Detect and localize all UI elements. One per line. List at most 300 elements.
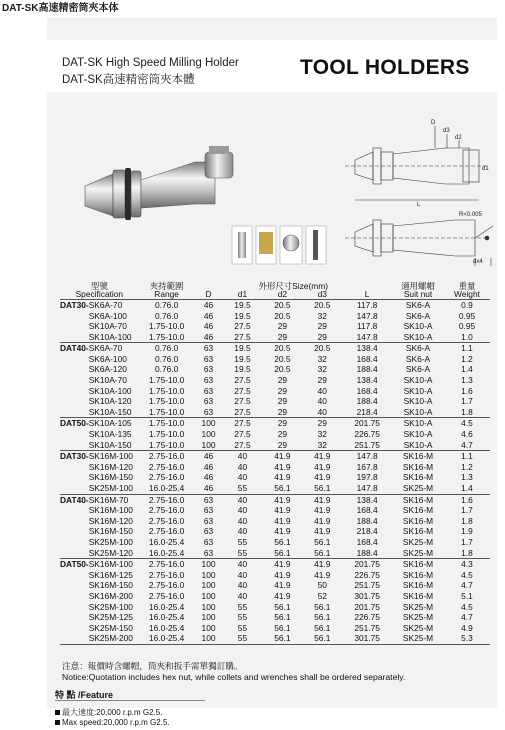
cell-series [60, 526, 89, 537]
cell-D: 100 [201, 580, 216, 591]
product-title-en: DAT-SK High Speed Milling Holder [62, 57, 239, 69]
cell-range: 2.75-16.0 [148, 515, 185, 526]
top-title: DAT-SK高速精密筒夾本体 [2, 3, 119, 14]
cell-series [60, 570, 89, 581]
cell-d1: 55 [237, 536, 248, 547]
cell-D: 100 [201, 622, 216, 633]
cell-d1: 27.5 [234, 385, 251, 396]
cell-range: 1.75-10.0 [148, 418, 185, 429]
cell-D: 63 [195, 547, 223, 558]
cell-series [60, 516, 89, 527]
cell-series: DAT50- [60, 418, 89, 429]
cell-series [60, 321, 89, 332]
label-d3: d3 [443, 128, 450, 134]
cell-spec: SK16M-70 [88, 494, 129, 505]
cell-range: 2.75-16.0 [148, 451, 185, 462]
table-row [60, 526, 490, 537]
cell-D: 46 [203, 451, 214, 462]
cell-series [60, 505, 89, 516]
cell-series [60, 580, 89, 591]
cell-weight: 4.7 [461, 580, 473, 591]
cell-D: 46 [195, 483, 223, 494]
cell-range: 2.75-16.0 [148, 569, 185, 580]
cell-spec: SK10A-120 [88, 396, 132, 407]
cell-series [60, 354, 89, 365]
cell-nut: SK10-A [403, 385, 433, 396]
cell-nut: SK25-M [402, 622, 434, 633]
cell-nut: SK16-M [402, 590, 434, 601]
cell-weight: 1.1 [461, 451, 473, 462]
cell-D: 100 [201, 601, 216, 612]
cell-nut: SK16-M [402, 494, 434, 505]
cell-weight: 1.8 [444, 547, 490, 558]
cell-d2: 41.9 [274, 461, 291, 472]
cell-D: 46 [203, 299, 214, 310]
cell-d3: 50 [317, 580, 327, 591]
cell-series [60, 633, 89, 644]
technical-drawing-bottom [345, 220, 493, 266]
cell-range: 16.0-25.4 [148, 536, 185, 547]
cell-d2: 41.9 [274, 559, 291, 570]
cell-series [60, 462, 89, 473]
cell-D: 100 [201, 559, 216, 570]
cell-d1: 40 [237, 515, 248, 526]
table-row [60, 570, 490, 581]
cell-series: DAT40- [60, 343, 89, 354]
cell-weight: 5.3 [444, 633, 490, 644]
cell-L: 226.75 [354, 569, 380, 580]
cell-d2: 29 [277, 429, 288, 440]
table-row [60, 559, 490, 570]
cell-weight: 1.3 [461, 472, 473, 483]
cell-D: 63 [203, 526, 214, 537]
header-range-en: Range [139, 290, 195, 299]
cell-d3: 56.1 [314, 612, 331, 623]
cell-spec: SK10A-100 [88, 385, 132, 396]
cell-d1: 40 [237, 559, 248, 570]
cell-L: 188.4 [356, 515, 378, 526]
label-L: L [417, 202, 421, 208]
notice-en: Notice:Quotation includes hex nut, while collets and wrenches shall be ordered separately. [62, 672, 406, 682]
cell-range: 0.76.0 [154, 343, 179, 354]
header-model-cn: 型號 [90, 281, 108, 291]
cell-D: 46 [203, 321, 214, 332]
cell-nut: SK16-M [402, 472, 434, 483]
cell-d3: 20.5 [314, 343, 331, 354]
cell-L: 168.4 [356, 505, 378, 516]
cell-range: 1.75-10.0 [148, 396, 185, 407]
table-row [60, 601, 490, 612]
cell-spec: SK10A-150 [89, 407, 139, 418]
cell-L: 138.4 [356, 343, 378, 354]
cell-d1: 27.5 [223, 440, 263, 451]
cell-series [60, 364, 89, 375]
cell-weight: 4.5 [461, 601, 473, 612]
cell-d3: 56.1 [314, 601, 331, 612]
cell-D: 63 [203, 364, 214, 375]
product-title-cn: DAT-SK高速精密筒夾本體 [62, 74, 195, 86]
cell-weight: 4.9 [461, 622, 473, 633]
cell-weight: 1.8 [444, 407, 490, 418]
cell-weight: 0.95 [458, 321, 476, 332]
cell-D: 63 [203, 343, 214, 354]
cell-d3: 32 [317, 353, 327, 364]
cell-nut: SK25-M [392, 483, 444, 494]
cell-d2: 29 [277, 321, 288, 332]
cell-series: DAT30- [60, 299, 89, 310]
cell-d3: 56.1 [314, 536, 331, 547]
table-row [60, 310, 490, 321]
cell-d1: 40 [237, 461, 248, 472]
cell-d3: 40 [317, 385, 327, 396]
cell-L: 226.75 [354, 429, 380, 440]
product-illustration [55, 108, 495, 276]
cell-nut: SK25-M [402, 536, 434, 547]
cell-series [60, 332, 89, 343]
cell-spec: SK6A-70 [88, 343, 123, 354]
cell-d1: 19.5 [234, 353, 251, 364]
cell-spec: SK6A-100 [88, 310, 127, 321]
cell-spec: SK6A-100 [88, 353, 127, 364]
cell-spec: SK25M-120 [89, 547, 139, 558]
cell-range: 2.75-16.0 [148, 461, 185, 472]
cell-weight: 1.6 [461, 385, 473, 396]
cell-d2: 20.5 [274, 310, 291, 321]
cell-series [60, 472, 89, 483]
cell-series [60, 601, 89, 612]
header-nut-en: Suit nut [392, 290, 444, 299]
cell-D: 46 [195, 332, 223, 343]
label-d1: d1 [482, 166, 489, 172]
table-row [60, 375, 490, 386]
cell-series [60, 483, 89, 494]
cell-d2: 41.9 [274, 569, 291, 580]
cell-range: 2.75-16.0 [148, 580, 185, 591]
cell-d1: 40 [237, 580, 248, 591]
top-title-bar [0, 0, 505, 14]
table-row [60, 483, 490, 494]
cell-d1: 55 [223, 547, 263, 558]
cell-spec: SK16M-100 [88, 559, 133, 570]
cell-d2: 56.1 [262, 547, 302, 558]
cell-series [60, 396, 89, 407]
cell-L: 188.4 [356, 364, 378, 375]
cell-L: 147.8 [342, 483, 392, 494]
table-row [60, 354, 490, 365]
cell-D: 63 [203, 505, 214, 516]
cell-spec: SK25M-100 [89, 483, 139, 494]
cell-D: 46 [203, 461, 214, 472]
cell-weight: 4.6 [461, 429, 473, 440]
cell-d2: 20.5 [274, 353, 291, 364]
table-row [60, 612, 490, 623]
cell-spec: SK10A-70 [88, 321, 127, 332]
notice-cn: 注意：報價時含螺帽，筒夾和扳手需單獨訂購。 [62, 661, 243, 671]
table-row [60, 505, 490, 516]
cell-d1: 27.5 [234, 375, 251, 386]
holder-photo [85, 146, 233, 220]
cell-L: 301.75 [342, 633, 392, 644]
cell-range: 2.75-16.0 [148, 590, 185, 601]
cell-series [60, 407, 89, 418]
cell-d2: 29 [262, 407, 302, 418]
cell-spec: SK10A-70 [88, 375, 127, 386]
cell-spec: SK16M-120 [88, 515, 133, 526]
cell-D: 63 [203, 396, 214, 407]
cell-series [60, 386, 89, 397]
cell-weight: 1.2 [461, 461, 473, 472]
cell-range: 0.76.0 [154, 310, 179, 321]
cell-d2: 41.9 [274, 494, 291, 505]
cell-D: 63 [203, 385, 214, 396]
cell-series: DAT50- [60, 559, 89, 570]
cell-range: 2.75-16.0 [148, 559, 185, 570]
cell-L: 218.4 [342, 407, 392, 418]
cell-weight: 4.7 [444, 440, 490, 451]
header-d2: d2 [262, 290, 302, 299]
cell-d1: 40 [237, 505, 248, 516]
cell-nut: SK6-A [405, 364, 431, 375]
cell-range: 1.75-10.0 [139, 407, 195, 418]
cell-nut: SK10-A [403, 418, 433, 429]
cell-d3: 56.1 [314, 622, 331, 633]
cell-nut: SK16-M [402, 526, 434, 537]
cell-d3: 32 [317, 429, 327, 440]
cell-L: 226.75 [354, 612, 380, 623]
cell-d2: 20.5 [274, 364, 291, 375]
header-model-en: Specification [60, 290, 139, 299]
cell-range: 1.75-10.0 [148, 321, 185, 332]
cell-d2: 56.1 [274, 601, 291, 612]
cell-series [60, 440, 89, 451]
feature-bullet-en [55, 718, 170, 727]
table-row [60, 547, 490, 558]
header-weight-en: Weight [444, 290, 490, 299]
cell-D: 63 [203, 353, 214, 364]
cell-d3: 41.9 [314, 472, 331, 483]
cell-nut: SK6-A [405, 343, 431, 354]
cell-d3: 52 [317, 590, 327, 601]
table-row [60, 396, 490, 407]
cell-d2: 56.1 [262, 633, 302, 644]
cell-d3: 41.9 [314, 526, 331, 537]
cell-d1: 55 [223, 483, 263, 494]
cell-range: 2.75-16.0 [148, 472, 185, 483]
cell-weight: 1.8 [461, 515, 473, 526]
cell-d1: 55 [237, 612, 248, 623]
cell-D: 63 [203, 494, 214, 505]
cell-d1: 27.5 [223, 407, 263, 418]
cell-L: 168.4 [356, 536, 378, 547]
cell-nut: SK10-A [392, 332, 444, 343]
cell-L: 168.4 [356, 385, 378, 396]
cell-spec: SK10A-105 [88, 418, 132, 429]
feature-heading: 特 點 /Feature [55, 690, 114, 700]
cell-spec: SK10A-100 [89, 332, 139, 343]
cell-weight: 1.1 [461, 343, 473, 354]
cell-d2: 56.1 [274, 612, 291, 623]
cell-series: DAT30- [60, 451, 89, 462]
cell-nut: SK10-A [403, 429, 433, 440]
cell-range: 16.0-25.4 [139, 633, 195, 644]
cell-series [60, 537, 89, 548]
table-row [60, 364, 490, 375]
cell-d3: 41.9 [314, 505, 331, 516]
bullet-square-icon [55, 710, 60, 715]
cell-d2: 29 [277, 375, 288, 386]
cell-d3: 41.9 [314, 494, 331, 505]
cell-d3: 20.5 [314, 299, 331, 310]
cell-L: 301.75 [354, 590, 380, 601]
cell-d3: 56.1 [302, 633, 342, 644]
cell-d2: 41.9 [274, 590, 291, 601]
cell-nut: SK16-M [402, 580, 434, 591]
cell-d1: 40 [237, 569, 248, 580]
cell-weight: 1.4 [444, 483, 490, 494]
cell-d1: 27.5 [234, 321, 251, 332]
table-row [60, 299, 490, 310]
table-row [60, 332, 490, 343]
feature-bullet-text: Max speed:20,000 r.p.m G2.5. [62, 718, 170, 727]
cell-range: 2.75-16.0 [148, 494, 185, 505]
section-title: TOOL HOLDERS [300, 56, 470, 79]
label-dx4: dx4 [473, 259, 483, 265]
cell-range: 0.76.0 [154, 364, 179, 375]
cell-range: 2.75-16.0 [148, 526, 185, 537]
cell-d3: 41.9 [314, 515, 331, 526]
cell-weight: 1.3 [461, 375, 473, 386]
cell-series [60, 612, 89, 623]
header-weight-cn: 重量 [458, 281, 476, 291]
cell-d1: 19.5 [234, 343, 251, 354]
cell-spec: SK16M-100 [88, 505, 133, 516]
cell-D: 63 [195, 407, 223, 418]
table-row [60, 451, 490, 462]
cell-d2: 41.9 [274, 526, 291, 537]
cell-D: 100 [201, 418, 216, 429]
cell-spec: SK16M-200 [88, 590, 133, 601]
cell-L: 167.8 [356, 461, 378, 472]
cell-spec: SK25M-100 [88, 601, 133, 612]
cell-weight: 5.1 [461, 590, 473, 601]
cell-L: 188.4 [342, 547, 392, 558]
cell-spec: SK25M-125 [88, 612, 133, 623]
cell-d2: 41.9 [274, 515, 291, 526]
table-row [60, 516, 490, 527]
cell-weight: 4.3 [461, 559, 473, 570]
cell-d3: 32 [302, 440, 342, 451]
cell-d2: 29 [277, 385, 288, 396]
header-d1: d1 [223, 290, 263, 299]
cell-L: 251.75 [354, 622, 380, 633]
cell-weight: 1.7 [461, 505, 473, 516]
cell-range: 16.0-25.4 [148, 601, 185, 612]
cell-L: 251.75 [342, 440, 392, 451]
cell-L: 188.4 [356, 396, 378, 407]
cell-weight: 1.6 [461, 494, 473, 505]
cell-series: DAT40- [60, 494, 89, 505]
cell-spec: SK6A-120 [88, 364, 127, 375]
cell-spec: SK16M-100 [88, 451, 133, 462]
table-row [60, 429, 490, 440]
cell-nut: SK6-A [405, 310, 431, 321]
cell-d3: 56.1 [302, 547, 342, 558]
table-row [60, 440, 490, 451]
header-nut-cn: 適用螺帽 [401, 281, 435, 291]
cell-d1: 55 [237, 601, 248, 612]
cell-d1: 27.5 [234, 429, 251, 440]
table-row [60, 537, 490, 548]
cell-d1: 55 [223, 633, 263, 644]
cell-nut: SK25-M [392, 547, 444, 558]
cell-d1: 40 [237, 451, 248, 462]
cell-d2: 41.9 [274, 505, 291, 516]
header-L: L [342, 290, 392, 299]
cell-nut: SK25-M [402, 612, 434, 623]
cell-range: 2.75-16.0 [148, 505, 185, 516]
cell-D: 63 [203, 375, 214, 386]
cell-nut: SK10-A [403, 396, 433, 407]
cell-d2: 29 [262, 440, 302, 451]
table-row [60, 591, 490, 602]
cell-L: 197.8 [356, 472, 378, 483]
spec-table-body [60, 299, 490, 644]
label-runout: R<0.005 [459, 212, 482, 218]
header-range-cn: 夾持範圍 [149, 281, 184, 291]
cell-series [60, 375, 89, 386]
cell-series [60, 429, 89, 440]
header-D: D [195, 290, 223, 299]
table-row [60, 386, 490, 397]
cell-range: 16.0-25.4 [139, 483, 195, 494]
cell-d2: 56.1 [262, 483, 302, 494]
cell-range: 1.75-10.0 [139, 440, 195, 451]
table-row [60, 462, 490, 473]
cell-spec: SK16M-120 [88, 461, 133, 472]
cell-L: 201.75 [354, 559, 380, 570]
cell-d2: 41.9 [274, 580, 291, 591]
cell-d3: 29 [302, 332, 342, 343]
table-row [60, 321, 490, 332]
cell-d1: 40 [237, 472, 248, 483]
header-d3: d3 [302, 290, 342, 299]
cell-weight: 4.5 [461, 418, 473, 429]
cell-D: 100 [195, 440, 223, 451]
cell-d1: 40 [237, 590, 248, 601]
cell-spec: SK10A-135 [88, 429, 132, 440]
table-row [60, 494, 490, 505]
label-d2: d2 [455, 135, 462, 141]
cell-nut: SK16-M [402, 559, 434, 570]
cell-weight: 1.2 [461, 353, 473, 364]
cell-weight: 1.7 [461, 536, 473, 547]
table-row [60, 580, 490, 591]
table-row [60, 418, 490, 429]
cell-d3: 56.1 [302, 483, 342, 494]
feature-bullet-text: 最大速度:20,000 r.p.m G2.5. [62, 708, 163, 717]
cell-range: 1.75-10.0 [139, 332, 195, 343]
cell-nut: SK6-A [405, 353, 431, 364]
cell-d1: 19.5 [234, 310, 251, 321]
cell-d3: 41.9 [314, 559, 331, 570]
accessories-thumbnails [232, 226, 326, 264]
cell-L: 147.8 [356, 310, 378, 321]
cell-d1: 55 [237, 622, 248, 633]
cell-nut: SK10-A [403, 321, 433, 332]
cell-d1: 40 [237, 494, 248, 505]
cell-spec: SK16M-150 [88, 580, 133, 591]
bullet-square-icon [55, 720, 60, 725]
